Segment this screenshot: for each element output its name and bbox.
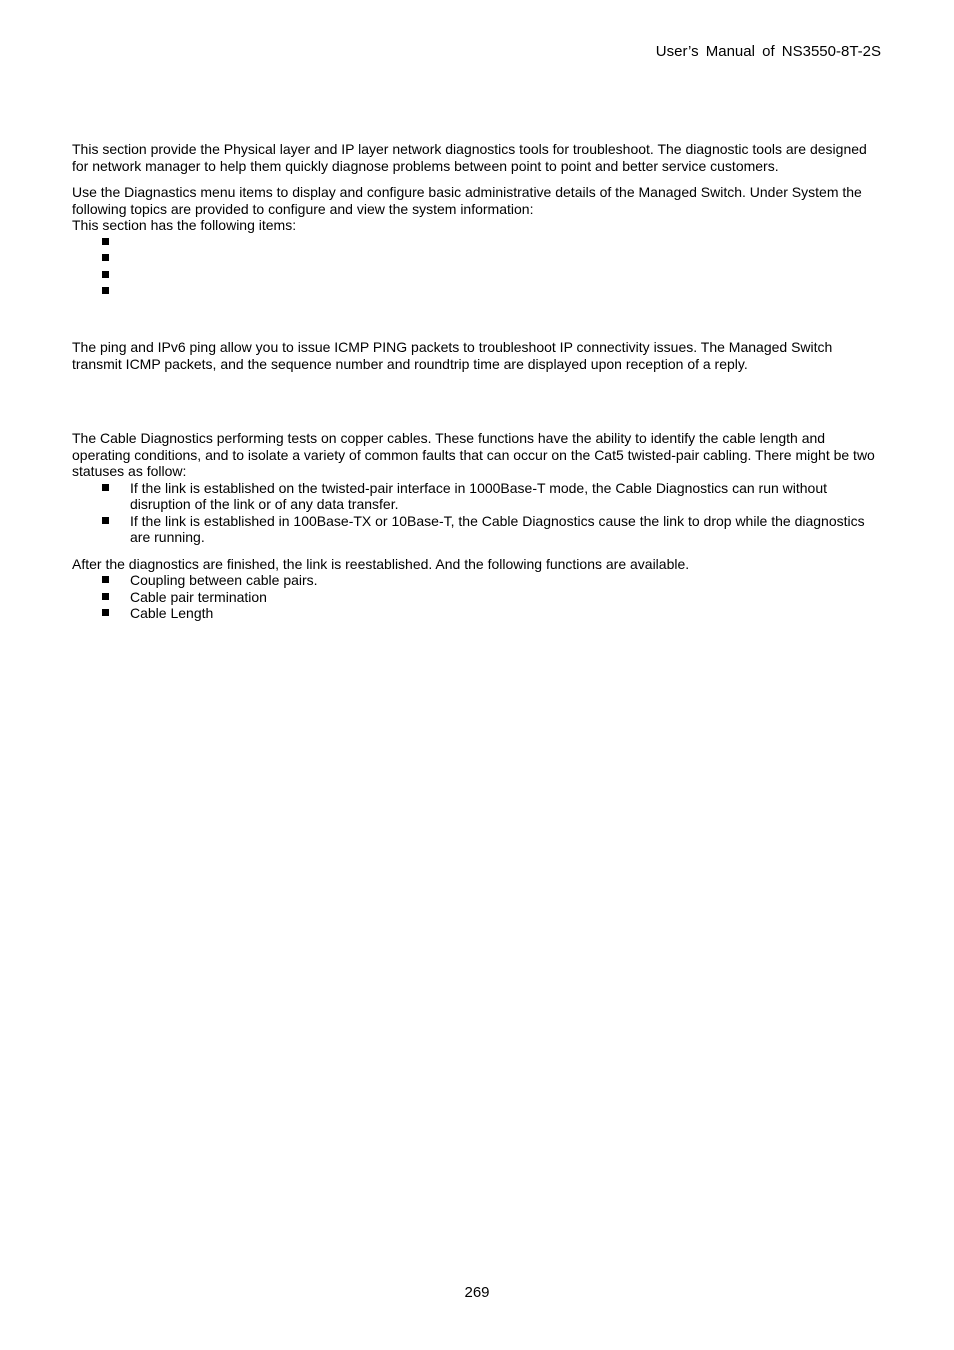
status-list [72,480,884,546]
cable-diagnostics-section [72,430,884,622]
square-bullet-icon [102,238,109,245]
list-item: Coupling between cable pairs. [72,572,884,589]
square-bullet-icon [102,271,109,278]
cable-paragraph: After the diagnostics are finished, the link is reestablished. And the following functions are available. [72,555,690,572]
list-item: Cable pair termination [72,589,884,606]
list-item: If the link is established in 100Base-TX or 10Base-T, the Cable Diagnostics cause the link to drop while the diagnostics are running. [72,513,884,546]
intro-paragraph: This section has the following items: [72,217,297,233]
page-number: 269 [464,1284,490,1301]
square-bullet-icon [102,576,109,583]
list-item [72,283,884,300]
intro-paragraph: Use the Diagnastics menu items to display and configure basic administrative details of the Managed Switch. Under System the following topics are provided to configure and view the system information: [72,184,862,217]
square-bullet-icon [102,484,109,491]
square-bullet-icon [102,254,109,261]
square-bullet-icon [102,287,109,294]
square-bullet-icon [102,593,109,600]
list-item [72,267,884,284]
ping-paragraph: The ping and IPv6 ping allow you to issue ICMP PING packets to troubleshoot IP connectivity issues. The Managed Switch transmit ICMP packets, and the sequence number and roundtrip time are displayed upon reception of a reply. [72,339,833,372]
list-item [72,250,884,267]
list-item [72,234,884,251]
cable-paragraph: The Cable Diagnostics performing tests on copper cables. These functions have the ability to identify the cable length and operating conditions, and to isolate a variety of common faults that can occur on the Cat5 twisted-pair cabling. There might be two statuses as follow: [72,430,875,479]
intro-section [72,141,884,300]
intro-paragraph: This section provide the Physical layer and IP layer network diagnostics tools for troubleshoot. The diagnostic tools are designed for network manager to help them quickly diagnose problems between point to point and better service customers. [72,141,867,174]
page-header: User’s Manual of NS3550-8T-2S [655,43,881,60]
square-bullet-icon [102,609,109,616]
list-item: Cable Length [72,605,884,622]
functions-list [72,572,884,622]
items-list [72,234,884,300]
square-bullet-icon [102,517,109,524]
list-item: If the link is established on the twisted-pair interface in 1000Base-T mode, the Cable Diagnostics can run without disruption of the link or of any data transfer. [72,480,884,513]
ping-section [72,339,884,372]
